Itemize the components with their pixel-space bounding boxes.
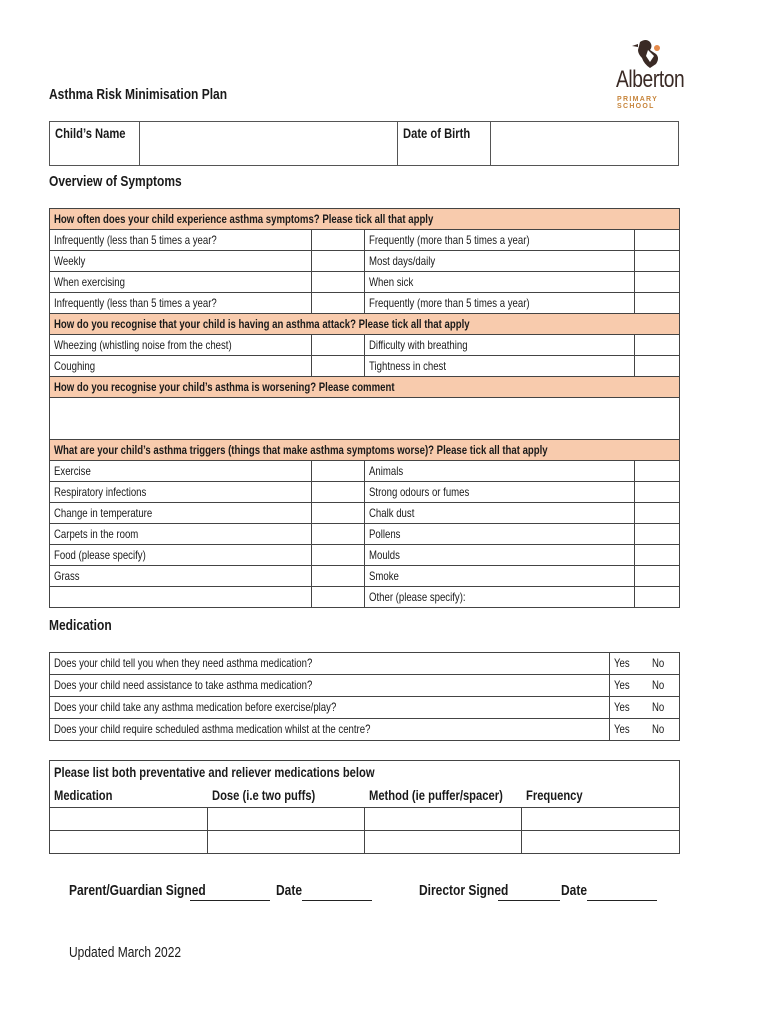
symptoms-table — [49, 208, 680, 608]
option-label: Frequently (more than 5 times a year) — [365, 293, 635, 314]
method-cell[interactable] — [365, 831, 522, 854]
tick-box[interactable] — [635, 356, 680, 377]
table-row — [50, 675, 680, 697]
option-label: Exercise — [50, 461, 312, 482]
yes-option[interactable]: Yes — [610, 653, 648, 675]
tick-box[interactable] — [635, 566, 680, 587]
medication-list-table — [49, 760, 680, 854]
tick-box[interactable] — [635, 461, 680, 482]
tick-box[interactable] — [312, 272, 365, 293]
school-logo — [612, 38, 685, 110]
column-header: Medication — [50, 784, 208, 808]
tick-box[interactable] — [635, 272, 680, 293]
director-date-label: Date — [561, 882, 588, 899]
medication-questions-table — [49, 652, 680, 741]
tick-box[interactable] — [312, 566, 365, 587]
option-label: Weekly — [50, 251, 312, 272]
tick-box[interactable] — [635, 293, 680, 314]
medication-cell[interactable] — [50, 831, 208, 854]
option-label: Coughing — [50, 356, 312, 377]
attack-recognition-question: How do you recognise that your child is having an asthma attack? Please tick all that apply — [50, 314, 680, 335]
column-header: Method (ie puffer/spacer) — [365, 784, 522, 808]
worsening-comment-field[interactable] — [50, 398, 680, 440]
child-details-table — [49, 121, 679, 166]
overview-heading: Overview of Symptoms — [49, 173, 182, 190]
medication-cell[interactable] — [50, 808, 208, 831]
option-label: Difficulty with breathing — [365, 335, 635, 356]
table-row — [50, 251, 680, 272]
director-signed-label: Director Signed — [419, 882, 509, 899]
page-title: Asthma Risk Minimisation Plan — [49, 86, 228, 103]
tick-box[interactable] — [312, 503, 365, 524]
triggers-question: What are your child’s asthma triggers (things that make asthma symptoms worse)? Please tick all that apply — [50, 440, 680, 461]
no-option[interactable]: No — [648, 675, 680, 697]
table-row — [50, 719, 680, 741]
dob-label: Date of Birth — [398, 122, 491, 166]
table-row — [50, 461, 680, 482]
option-label: When sick — [365, 272, 635, 293]
table-row — [50, 566, 680, 587]
option-label: Grass — [50, 566, 312, 587]
tick-box[interactable] — [635, 230, 680, 251]
parent-date-line[interactable] — [302, 886, 372, 901]
frequency-cell[interactable] — [522, 808, 680, 831]
option-label: Respiratory infections — [50, 482, 312, 503]
yes-option[interactable]: Yes — [610, 697, 648, 719]
tick-box[interactable] — [635, 335, 680, 356]
parent-signature-line[interactable] — [190, 886, 270, 901]
table-row — [50, 335, 680, 356]
option-label: Food (please specify) — [50, 545, 312, 566]
yes-option[interactable]: Yes — [610, 675, 648, 697]
no-option[interactable]: No — [648, 719, 680, 741]
option-label: Change in temperature — [50, 503, 312, 524]
tick-box[interactable] — [635, 524, 680, 545]
tick-box[interactable] — [312, 335, 365, 356]
yes-option[interactable]: Yes — [610, 719, 648, 741]
worsening-question: How do you recognise your child’s asthma is worsening? Please comment — [50, 377, 680, 398]
table-row — [50, 697, 680, 719]
tick-box[interactable] — [635, 251, 680, 272]
option-label: Frequently (more than 5 times a year) — [365, 230, 635, 251]
question-label: Does your child tell you when they need asthma medication? — [50, 653, 610, 675]
tick-box[interactable] — [312, 293, 365, 314]
child-name-field[interactable] — [140, 122, 398, 166]
option-label: Infrequently (less than 5 times a year? — [50, 230, 312, 251]
logo-subtitle: PRIMARY SCHOOL — [617, 96, 658, 110]
tick-box[interactable] — [635, 482, 680, 503]
parent-signed-label: Parent/Guardian Signed — [69, 882, 206, 899]
table-row — [50, 587, 680, 608]
director-signature-line[interactable] — [498, 886, 560, 901]
table-row — [50, 503, 680, 524]
option-label: Chalk dust — [365, 503, 635, 524]
no-option[interactable]: No — [648, 653, 680, 675]
table-row — [50, 524, 680, 545]
tick-box[interactable] — [312, 524, 365, 545]
table-row — [50, 545, 680, 566]
dob-field[interactable] — [491, 122, 679, 166]
table-row — [50, 482, 680, 503]
parent-date-label: Date — [276, 882, 303, 899]
option-label: Infrequently (less than 5 times a year? — [50, 293, 312, 314]
column-header: Frequency — [522, 784, 680, 808]
symptom-frequency-question: How often does your child experience asthma symptoms? Please tick all that apply — [50, 209, 680, 230]
director-date-line[interactable] — [587, 886, 657, 901]
table-row — [50, 831, 680, 854]
column-header: Dose (i.e two puffs) — [208, 784, 365, 808]
table-row — [50, 808, 680, 831]
child-name-label: Child’s Name — [50, 122, 140, 166]
tick-box[interactable] — [312, 482, 365, 503]
option-label[interactable] — [50, 587, 312, 608]
medication-list-title: Please list both preventative and reliever medications below — [50, 761, 680, 785]
table-row — [50, 356, 680, 377]
option-label: Moulds — [365, 545, 635, 566]
table-row — [50, 272, 680, 293]
option-label: Wheezing (whistling noise from the chest) — [50, 335, 312, 356]
question-label: Does your child need assistance to take asthma medication? — [50, 675, 610, 697]
logo-wordmark: Alberton — [616, 66, 685, 93]
option-label: Other (please specify): — [365, 587, 635, 608]
option-label: Animals — [365, 461, 635, 482]
dose-cell[interactable] — [208, 831, 365, 854]
tick-box[interactable] — [635, 503, 680, 524]
option-label: Strong odours or fumes — [365, 482, 635, 503]
tick-box[interactable] — [312, 356, 365, 377]
medication-heading: Medication — [49, 617, 112, 634]
option-label: Pollens — [365, 524, 635, 545]
question-label: Does your child take any asthma medication before exercise/play? — [50, 697, 610, 719]
updated-note: Updated March 2022 — [69, 944, 182, 961]
tick-box[interactable] — [312, 251, 365, 272]
question-label: Does your child require scheduled asthma medication whilst at the centre? — [50, 719, 610, 741]
table-row — [50, 230, 680, 251]
option-label: When exercising — [50, 272, 312, 293]
frequency-cell[interactable] — [522, 831, 680, 854]
method-cell[interactable] — [365, 808, 522, 831]
tick-box[interactable] — [312, 461, 365, 482]
dose-cell[interactable] — [208, 808, 365, 831]
no-option[interactable]: No — [648, 697, 680, 719]
tick-box[interactable] — [312, 587, 365, 608]
tick-box[interactable] — [635, 587, 680, 608]
option-label: Most days/daily — [365, 251, 635, 272]
option-label: Smoke — [365, 566, 635, 587]
table-row — [50, 653, 680, 675]
option-label: Carpets in the room — [50, 524, 312, 545]
tick-box[interactable] — [635, 545, 680, 566]
option-label: Tightness in chest — [365, 356, 635, 377]
tick-box[interactable] — [312, 230, 365, 251]
tick-box[interactable] — [312, 545, 365, 566]
table-row — [50, 293, 680, 314]
